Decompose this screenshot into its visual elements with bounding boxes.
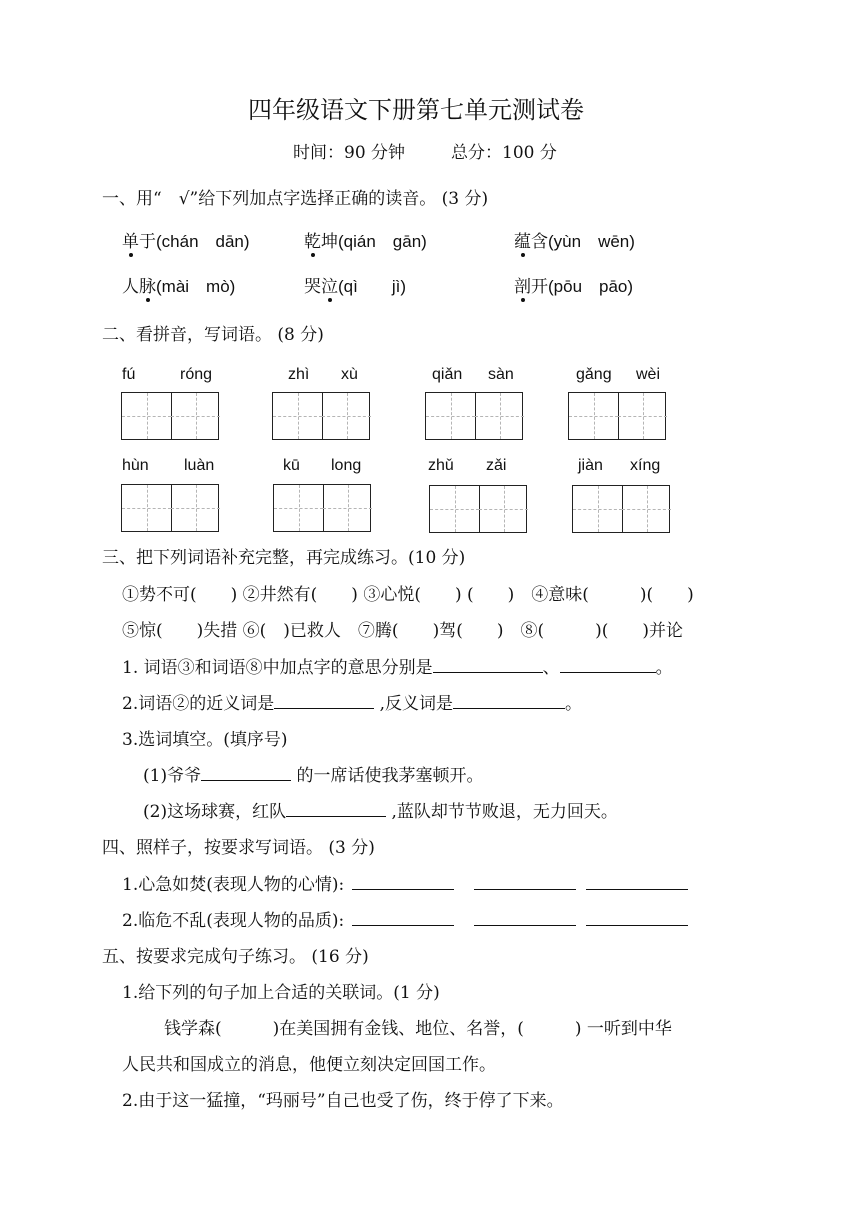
pinyin-label: xíng xyxy=(630,457,661,474)
pinyin-label: xù xyxy=(341,366,358,383)
idiom-row-1: ①势不可( ) ②井然有( ) ③心悦( ) ( ) ④意味( )( ) xyxy=(122,585,694,605)
section-1-heading: 一、用“ √”给下列加点字选择正确的读音。 (3 分) xyxy=(102,189,489,209)
question-4-1: 1.心急如焚(表现人物的心情): xyxy=(122,870,688,895)
question-3-3-1: (1)爷爷 的一席话使我茅塞顿开。 xyxy=(143,766,484,786)
pinyin-label: luàn xyxy=(184,457,215,474)
pinyin-label: qiǎn xyxy=(432,366,463,383)
dotted-char: 脉 xyxy=(139,272,156,297)
dotted-char: 剖 xyxy=(514,272,531,297)
pinyin-label: róng xyxy=(180,366,213,383)
section-2-heading: 二、看拼音，写词语。 (8 分) xyxy=(102,325,324,345)
pinyin-choice-item: 乾坤(qián gān) xyxy=(304,227,427,252)
answer-blank[interactable] xyxy=(586,873,688,890)
writing-box[interactable] xyxy=(121,392,219,440)
answer-blank[interactable] xyxy=(286,800,386,817)
pinyin-choice-item: 哭泣(qì jì) xyxy=(304,272,406,297)
writing-box[interactable] xyxy=(273,484,371,532)
writing-box[interactable] xyxy=(429,485,527,533)
dotted-char: 乾 xyxy=(304,227,321,252)
section-3-heading: 三、把下列词语补充完整，再完成练习。(10 分) xyxy=(102,548,466,568)
answer-blank[interactable] xyxy=(352,873,454,890)
pinyin-label: kū xyxy=(283,457,300,474)
dotted-char: 单 xyxy=(122,227,139,252)
pinyin-choice-item: 单于(chán dān) xyxy=(122,227,250,252)
question-5-2: 2.由于这一猛撞，“玛丽号”自己也受了伤，终于停了下来。 xyxy=(122,1091,564,1111)
pinyin-label: hùn xyxy=(122,457,149,474)
pinyin-label: fú xyxy=(122,366,136,383)
pinyin-choice-item: 蕴含(yùn wēn) xyxy=(514,227,635,252)
pinyin-label: sàn xyxy=(488,366,514,383)
pinyin-label: zhì xyxy=(288,366,310,383)
pinyin-label: jiàn xyxy=(578,457,603,474)
question-5-1: 1.给下列的句子加上合适的关联词。(1 分) xyxy=(122,983,440,1003)
pinyin-label: zhǔ xyxy=(428,457,454,474)
answer-blank[interactable] xyxy=(453,692,565,709)
answer-blank[interactable] xyxy=(274,692,374,709)
question-5-1-sentence-cont: 人民共和国成立的消息，他便立刻决定回国工作。 xyxy=(122,1055,496,1075)
section-4-heading: 四、照样子，按要求写词语。 (3 分) xyxy=(102,838,375,858)
question-3-2: 2.词语②的近义词是 ,反义词是 。 xyxy=(122,694,583,714)
writing-box[interactable] xyxy=(121,484,219,532)
pinyin-choice-item: 人脉(mài mò) xyxy=(122,272,235,297)
dotted-char: 泣 xyxy=(321,272,338,297)
answer-blank[interactable] xyxy=(586,909,688,926)
pinyin-choice-item: 剖开(pōu pāo) xyxy=(514,272,633,297)
writing-box[interactable] xyxy=(568,392,666,440)
page-title: 四年级语文下册第七单元测试卷 xyxy=(248,96,584,124)
writing-box[interactable] xyxy=(425,392,523,440)
time-label: 时间：90 分钟 xyxy=(293,143,406,163)
writing-box[interactable] xyxy=(272,392,370,440)
answer-blank[interactable] xyxy=(560,656,656,673)
score-label: 总分：100 分 xyxy=(451,143,557,163)
pinyin-label: zǎi xyxy=(486,457,507,474)
pinyin-label: long xyxy=(331,457,362,474)
pinyin-label: gǎng xyxy=(576,366,612,383)
pinyin-label: wèi xyxy=(636,366,661,383)
question-3-1: 1. 词语③和词语⑧中加点字的意思分别是 、 。 xyxy=(122,658,673,678)
answer-blank[interactable] xyxy=(433,656,543,673)
answer-blank[interactable] xyxy=(352,909,454,926)
dotted-char: 蕴 xyxy=(514,227,531,252)
question-5-1-sentence: 钱学森( )在美国拥有金钱、地位、名誉，( ) 一听到中华 xyxy=(164,1019,672,1039)
idiom-row-2: ⑤惊( )失措 ⑥( )已救人 ⑦腾( )驾( ) ⑧( )( )并论 xyxy=(122,621,683,641)
answer-blank[interactable] xyxy=(474,873,576,890)
writing-box[interactable] xyxy=(572,485,670,533)
question-3-3: 3.选词填空。(填序号) xyxy=(122,730,288,750)
section-5-heading: 五、按要求完成句子练习。 (16 分) xyxy=(102,947,369,967)
answer-blank[interactable] xyxy=(201,764,291,781)
question-3-3-2: (2)这场球赛，红队 ,蓝队却节节败退，无力回天。 xyxy=(143,802,618,822)
question-4-2: 2.临危不乱(表现人物的品质): xyxy=(122,906,688,931)
answer-blank[interactable] xyxy=(474,909,576,926)
